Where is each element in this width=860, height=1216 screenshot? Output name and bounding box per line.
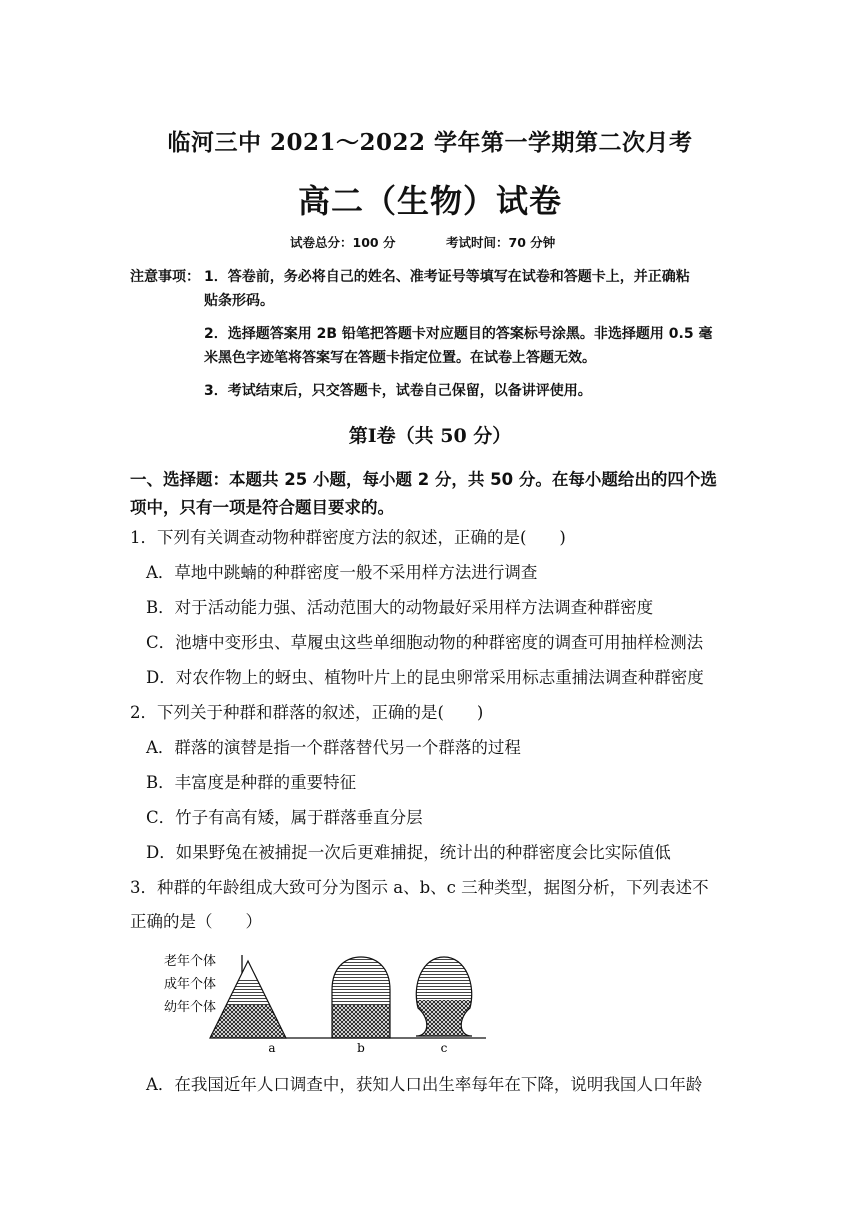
question-1-option-d: D．对农作物上的蚜虫、植物叶片上的昆虫卵常采用标志重捕法调查种群密度 [146,668,704,687]
question-3-stem-line-1: 3．种群的年龄组成大致可分为图示 a、b、c 三种类型，据图分析，下列表述不 [130,878,709,897]
label-old: 老年个体 [164,954,217,969]
note-2-line-2: 米黑色字迹笔将答案写在答题卡指定位置。在试卷上答题无效。 [204,350,596,366]
type-a-label: a [268,1041,276,1055]
note-2-line-1: 2．选择题答案用 2B 铅笔把答题卡对应题目的答案标号涂黑。非选择题用 0.5 毫 [204,326,713,342]
question-1-option-a: A．草地中跳蝻的种群密度一般不采用样方法进行调查 [146,563,538,582]
label-young: 幼年个体 [164,1000,217,1015]
label-adult: 成年个体 [164,977,217,992]
type-c-label: c [440,1041,448,1055]
note-3: 3．考试结束后，只交答题卡，试卷自己保留，以备讲评使用。 [204,383,592,399]
exam-title: 高二（生物）试卷 [297,182,562,220]
question-2-option-d: D．如果野兔在被捕捉一次后更难捕捉，统计出的种群密度会比实际值低 [146,843,671,862]
question-3-stem-line-2: 正确的是（ ） [130,912,262,931]
section-title: 第Ⅰ卷（共 50 分） [348,425,512,447]
exam-time: 考试时间：70 分钟 [446,235,556,250]
notes-label: 注意事项： [130,269,200,285]
question-1-option-c: C．池塘中变形虫、草履虫这些单细胞动物的种群密度的调查可用抽样检测法 [146,633,704,652]
question-2-option-c: C．竹子有高有矮，属于群落垂直分层 [146,808,423,827]
question-2-stem: 2．下列关于种群和群落的叙述，正确的是( ) [130,703,484,722]
total-score: 试卷总分：100 分 [290,235,396,250]
instructions-line-1: 一、选择题：本题共 25 小题，每小题 2 分，共 50 分。在每小题给出的四个选 [130,470,717,489]
question-1-option-b: B．对于活动能力强、活动范围大的动物最好采用样方法调查种群密度 [146,598,654,617]
question-2-option-a: A．群落的演替是指一个群落替代另一个群落的过程 [146,738,521,757]
school-exam-line: 临河三中 2021～2022 学年第一学期第二次月考 [167,129,693,156]
type-b-label: b [357,1041,365,1055]
note-1-line-1: 1．答卷前，务必将自己的姓名、准考证号等填写在试卷和答题卡上，并正确粘 [204,269,690,285]
age-structure-figure [160,940,492,1058]
note-1-line-2: 贴条形码。 [204,293,274,309]
instructions-line-2: 项中，只有一项是符合题目要求的。 [130,498,394,517]
question-1-stem: 1．下列有关调查动物种群密度方法的叙述，正确的是( ) [130,528,566,547]
question-2-option-b: B．丰富度是种群的重要特征 [146,773,357,792]
question-3-option-a: A．在我国近年人口调查中，获知人口出生率每年在下降，说明我国人口年龄 [146,1075,703,1094]
